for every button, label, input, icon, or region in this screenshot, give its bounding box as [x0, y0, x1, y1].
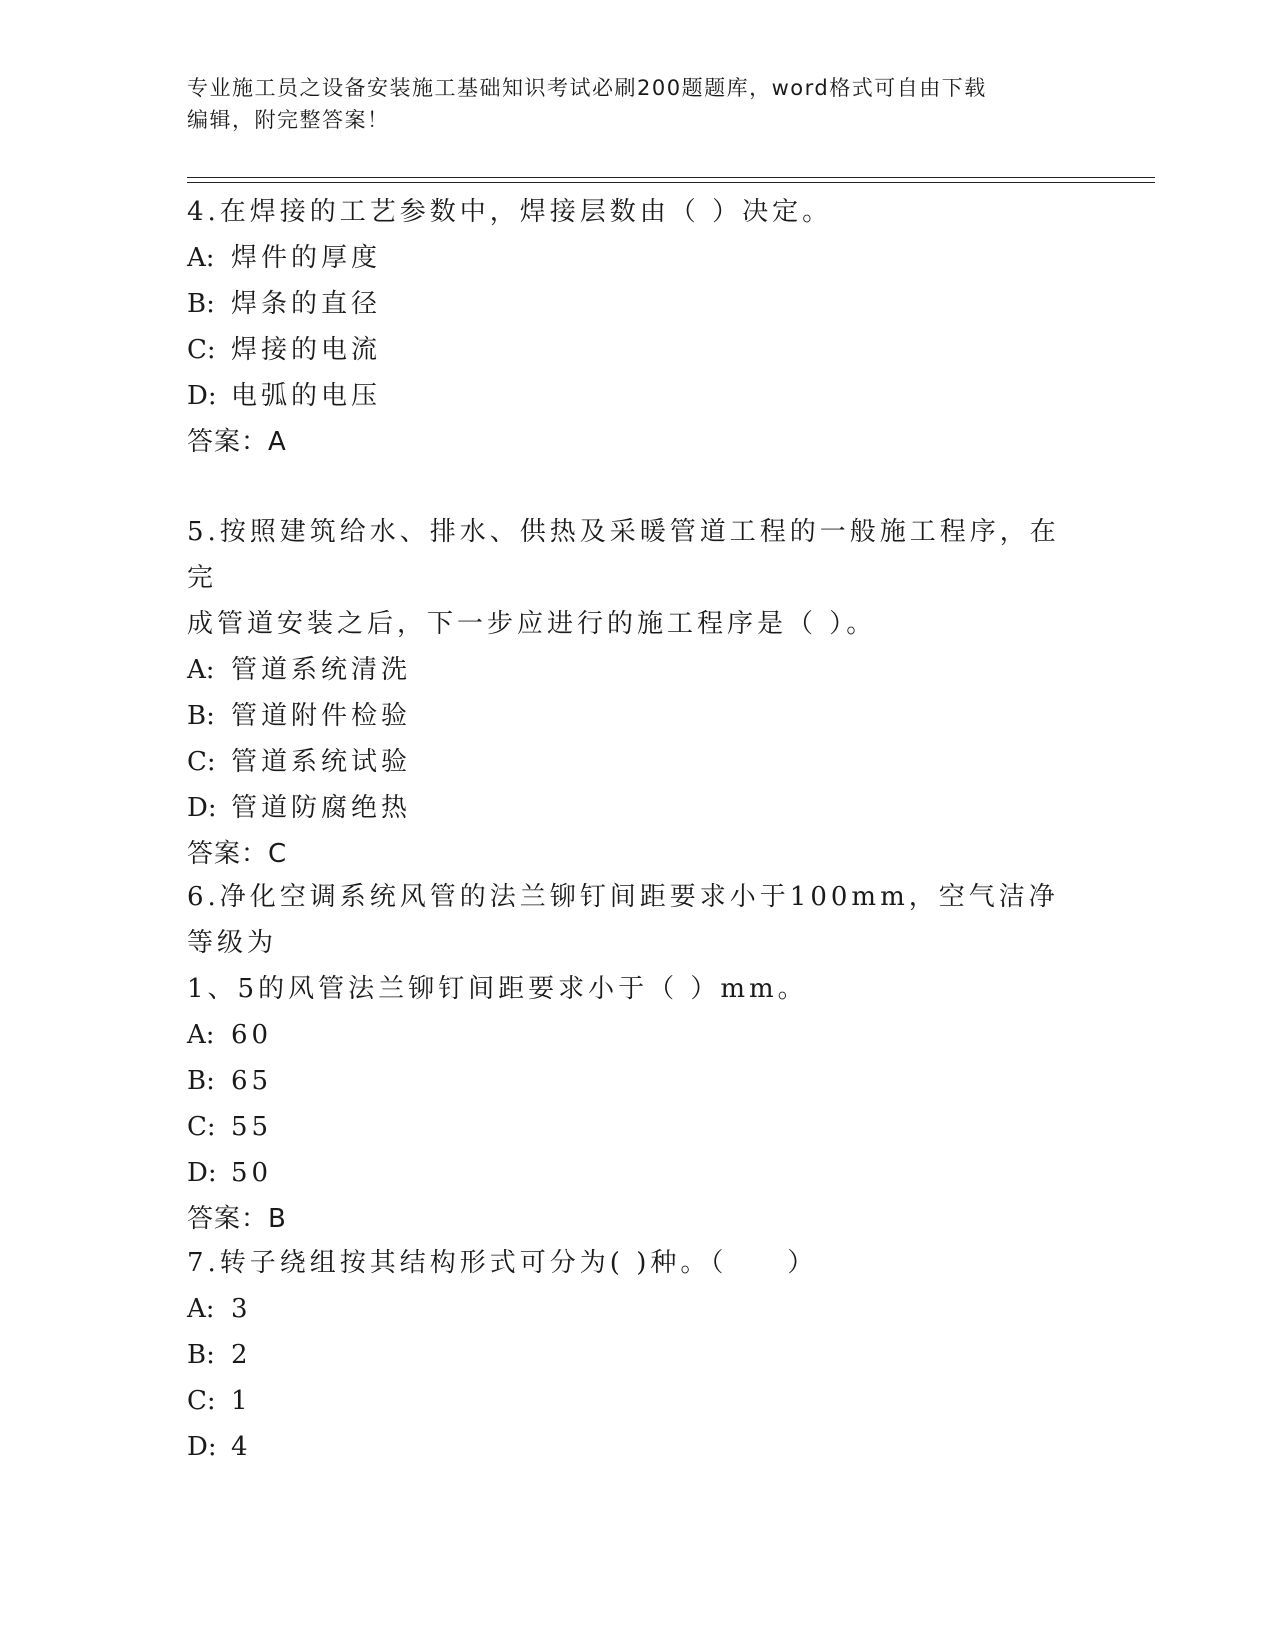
option-letter: B: [187, 289, 215, 319]
option-letter: D: [187, 793, 217, 823]
option-letter: A: [187, 1020, 215, 1050]
question-stem: 4.在焊接的工艺参数中，焊接层数由（ ）决定。 [187, 197, 833, 227]
option-text: 1 [231, 1386, 252, 1416]
option-letter: D: [187, 1158, 217, 1188]
option-text: 电弧的电压 [231, 381, 382, 411]
option-letter: C: [187, 335, 216, 365]
option-letter: C: [187, 1386, 216, 1416]
option-text: 3 [231, 1294, 252, 1324]
option-text: 管道系统试验 [231, 747, 412, 777]
option-b [187, 693, 1087, 739]
answer: 答案：C [187, 839, 288, 869]
question-stem: 7.转子绕组按其结构形式可分为( )种。（ ） [187, 1248, 818, 1278]
question-6 [187, 874, 1087, 1242]
question-stem-line-1: 5.按照建筑给水、排水、供热及采暖管道工程的一般施工程序，在完 [187, 517, 1060, 593]
question-5 [187, 509, 1087, 877]
option-text: 50 [231, 1158, 273, 1188]
option-letter: A: [187, 1294, 215, 1324]
option-text: 2 [231, 1340, 252, 1370]
option-text: 管道防腐绝热 [231, 793, 412, 823]
option-letter: A: [187, 243, 215, 273]
option-letter: B: [187, 701, 215, 731]
option-letter: D: [187, 381, 217, 411]
option-a [187, 1012, 1087, 1058]
option-c [187, 1378, 1087, 1424]
option-text: 焊条的直径 [231, 289, 382, 319]
answer: 答案：A [187, 427, 287, 457]
option-text: 焊件的厚度 [231, 243, 382, 273]
question-4 [187, 189, 1087, 465]
option-text: 焊接的电流 [231, 335, 382, 365]
answer: 答案：B [187, 1204, 287, 1234]
option-d [187, 1424, 1087, 1470]
option-text: 55 [231, 1112, 273, 1142]
option-letter: A: [187, 655, 215, 685]
option-c [187, 327, 1087, 373]
option-a [187, 647, 1087, 693]
question-stem-line-1: 6.净化空调系统风管的法兰铆钉间距要求小于100mm，空气洁净等级为 [187, 882, 1059, 958]
option-text: 管道附件检验 [231, 701, 412, 731]
option-b [187, 281, 1087, 327]
option-letter: D: [187, 1432, 217, 1462]
option-letter: B: [187, 1066, 215, 1096]
option-b [187, 1332, 1087, 1378]
option-text: 4 [231, 1432, 252, 1462]
option-a [187, 1286, 1087, 1332]
header-divider [187, 177, 1155, 183]
option-text: 管道系统清洗 [231, 655, 412, 685]
option-c [187, 1104, 1087, 1150]
option-a [187, 235, 1087, 281]
option-letter: B: [187, 1340, 215, 1370]
page-header [187, 72, 1087, 136]
option-letter: C: [187, 747, 216, 777]
option-d [187, 785, 1087, 831]
question-stem-line-2: 成管道安装之后，下一步应进行的施工程序是（ ）。 [187, 609, 877, 639]
option-d [187, 1150, 1087, 1196]
option-text: 60 [231, 1020, 273, 1050]
header-title-line-1: 专业施工员之设备安装施工基础知识考试必刷200题题库，word格式可自由下载 [187, 76, 987, 100]
question-7 [187, 1240, 1087, 1470]
question-stem-line-2: 1、5的风管法兰铆钉间距要求小于（ ）mm。 [187, 974, 808, 1004]
option-text: 65 [231, 1066, 273, 1096]
option-d [187, 373, 1087, 419]
header-title-line-2: 编辑，附完整答案！ [187, 108, 390, 132]
option-letter: C: [187, 1112, 216, 1142]
option-b [187, 1058, 1087, 1104]
option-c [187, 739, 1087, 785]
